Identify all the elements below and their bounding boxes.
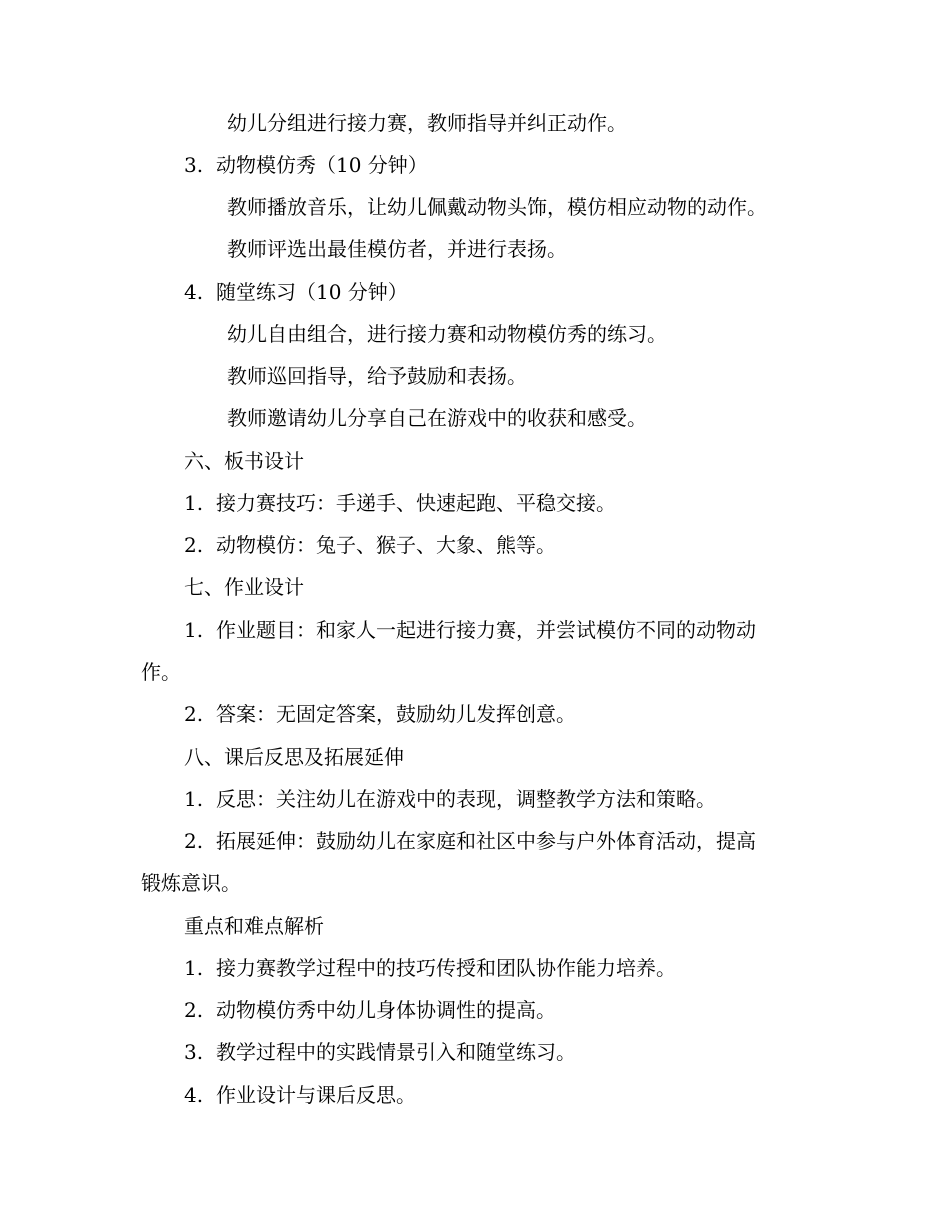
list-text: 接力赛教学过程中的技巧传授和团队协作能力培养。 bbox=[216, 956, 676, 980]
paragraph-line: 锻炼意识。 bbox=[141, 871, 241, 895]
section-heading: 八、课后反思及拓展延伸 bbox=[184, 745, 404, 769]
paragraph-line: 作。 bbox=[141, 660, 181, 684]
list-text: 反思：关注幼儿在游戏中的表现，调整教学方法和策略。 bbox=[216, 787, 716, 811]
list-item bbox=[184, 153, 428, 177]
list-item bbox=[184, 491, 616, 515]
list-text: 答案：无固定答案，鼓励幼儿发挥创意。 bbox=[216, 702, 576, 726]
list-number: 2. bbox=[184, 829, 204, 853]
list-number: 4. bbox=[184, 280, 204, 304]
list-number: 3. bbox=[184, 1040, 204, 1064]
list-item bbox=[184, 956, 676, 980]
list-text: 随堂练习（10 分钟） bbox=[216, 280, 408, 304]
list-number: 1. bbox=[184, 618, 204, 642]
list-text: 作业设计与课后反思。 bbox=[216, 1083, 416, 1107]
list-number: 1. bbox=[184, 787, 204, 811]
paragraph-line: 教师评选出最佳模仿者，并进行表扬。 bbox=[227, 237, 567, 261]
list-text: 教学过程中的实践情景引入和随堂练习。 bbox=[216, 1040, 576, 1064]
section-heading: 七、作业设计 bbox=[184, 575, 304, 599]
list-item bbox=[184, 787, 716, 811]
list-item bbox=[184, 618, 756, 642]
list-text: 动物模仿秀（10 分钟） bbox=[216, 153, 428, 177]
list-item bbox=[184, 533, 556, 557]
paragraph-line: 教师巡回指导，给予鼓励和表扬。 bbox=[227, 364, 527, 388]
section-heading: 重点和难点解析 bbox=[184, 914, 324, 938]
paragraph-line: 教师邀请幼儿分享自己在游戏中的收获和感受。 bbox=[227, 406, 647, 430]
list-item bbox=[184, 280, 408, 304]
list-item bbox=[184, 998, 556, 1022]
paragraph-line: 幼儿自由组合，进行接力赛和动物模仿秀的练习。 bbox=[227, 322, 667, 346]
paragraph-line: 幼儿分组进行接力赛，教师指导并纠正动作。 bbox=[227, 111, 627, 135]
list-text: 接力赛技巧：手递手、快速起跑、平稳交接。 bbox=[216, 491, 616, 515]
list-number: 1. bbox=[184, 956, 204, 980]
list-item bbox=[184, 829, 756, 853]
list-item bbox=[184, 1083, 416, 1107]
section-heading: 六、板书设计 bbox=[184, 449, 304, 473]
list-number: 1. bbox=[184, 491, 204, 515]
list-number: 2. bbox=[184, 702, 204, 726]
list-text: 作业题目：和家人一起进行接力赛，并尝试模仿不同的动物动 bbox=[216, 618, 756, 642]
list-item bbox=[184, 1040, 576, 1064]
list-number: 2. bbox=[184, 998, 204, 1022]
list-number: 4. bbox=[184, 1083, 204, 1107]
paragraph-line: 教师播放音乐，让幼儿佩戴动物头饰，模仿相应动物的动作。 bbox=[227, 195, 767, 219]
list-text: 拓展延伸：鼓励幼儿在家庭和社区中参与户外体育活动，提高 bbox=[216, 829, 756, 853]
list-number: 2. bbox=[184, 533, 204, 557]
list-number: 3. bbox=[184, 153, 204, 177]
list-text: 动物模仿秀中幼儿身体协调性的提高。 bbox=[216, 998, 556, 1022]
list-text: 动物模仿：兔子、猴子、大象、熊等。 bbox=[216, 533, 556, 557]
list-item bbox=[184, 702, 576, 726]
